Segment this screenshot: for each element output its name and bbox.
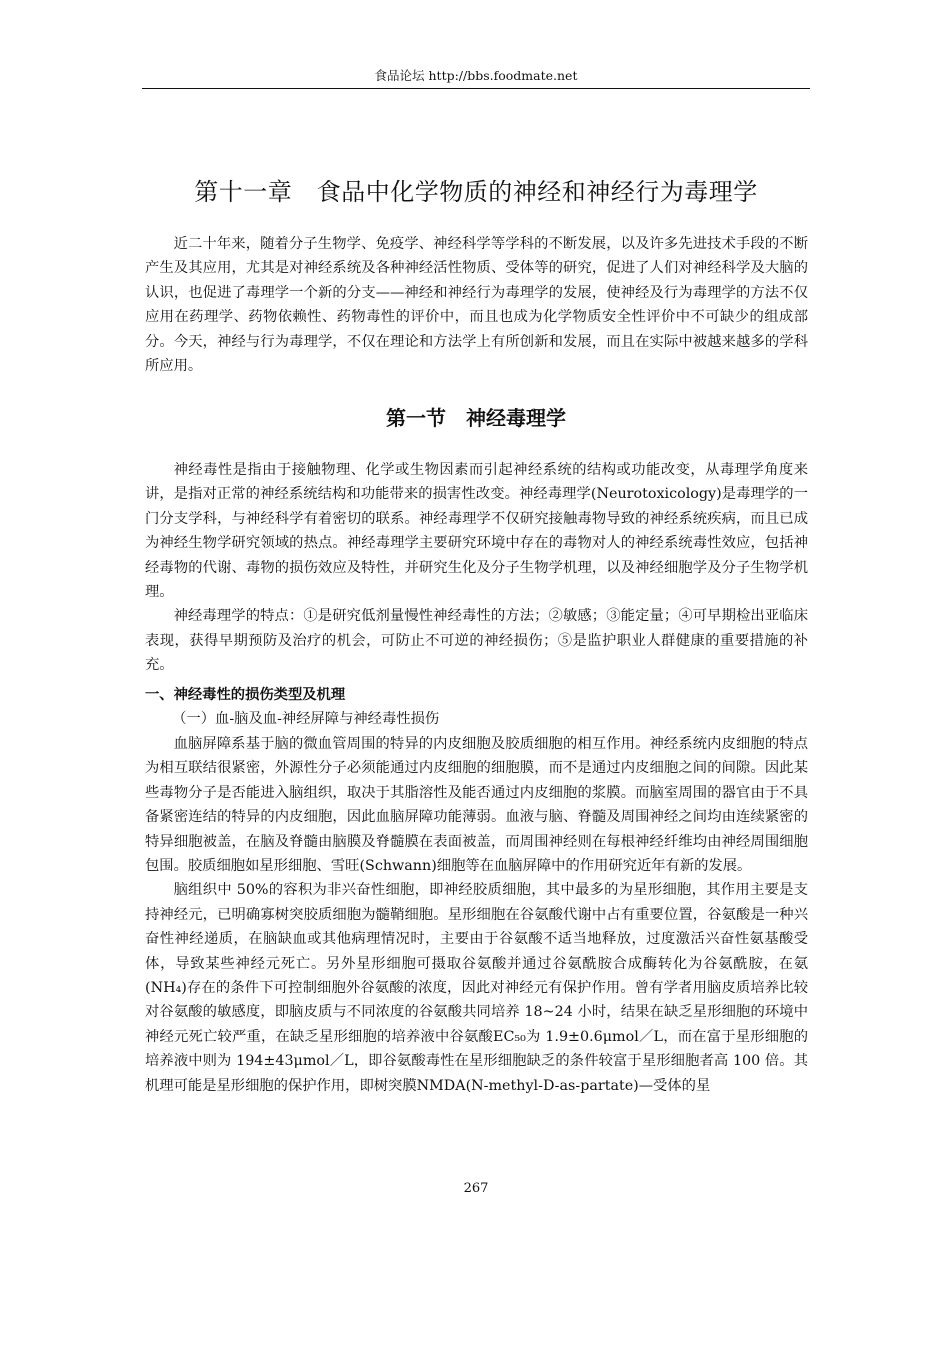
- chapter-title: 第十一章 食品中化学物质的神经和神经行为毒理学: [194, 178, 758, 206]
- page-number: 267: [463, 1181, 489, 1196]
- intro-text: [145, 232, 808, 378]
- section-title: 第一节 神经毒理学: [386, 406, 566, 430]
- header-rule: [142, 88, 810, 89]
- paragraph: 神经毒理学的特点：①是研究低剂量慢性神经毒性的方法；②敏感；③能定量；④可早期检出亚临床表现，获得早期预防及治疗的机会，可防止不可逆的神经损伤；⑤是监护职业人群健康的重要措施的补充。: [145, 608, 808, 674]
- section-body: [145, 458, 808, 678]
- subheading-damage-types: 一、神经毒性的损伤类型及机理: [145, 687, 346, 703]
- page-header: 食品论坛 http://bbs.foodmate.net: [374, 68, 578, 83]
- paragraph: 脑组织中 50%的容积为非兴奋性细胞，即神经胶质细胞，其中最多的为星形细胞，其作用主要是支持神经元，已明确寡树突胶质细胞为髓鞘细胞。星形细胞在谷氨酸代谢中占有重要位置，谷氨酸是一种兴奋性神经递质，在脑缺血或其他病理情况时，主要由于谷氨酸不适当地释放，过度激活兴奋性氨基酸受体，导致某些神经元死亡。另外星形细胞可摄取谷氨酸并通过谷氨酰胺合成酶转化为谷氨酰胺，在氨(NH₄)存在的条件下可控制细胞外谷氨酸的浓度，因此对神经元有保护作用。曾有学者用脑皮质培养比较对谷氨酸的敏感度，即脑皮质与不同浓度的谷氨酸共同培养 18~24 小时，结果在缺乏星形细胞的环境中神经元死亡较严重，在缺乏星形细胞的培养液中谷氨酸EC₅₀为 1.9±0.6μmol／L，而在富于星形细胞的培养液中则为 194±43μmol／L，即谷氨酸毒性在星形细胞缺乏的条件较富于星形细胞者高 100 倍。其机理可能是星形细胞的保护作用，即树突膜NMDA(N-methyl-D-as-partate)—受体的星: [145, 882, 808, 1094]
- body-text: [145, 732, 808, 1098]
- subheading-blood-brain-barrier: （一）血-脑及血-神经屏障与神经毒性损伤: [172, 711, 440, 727]
- paragraph: 近二十年来，随着分子生物学、免疫学、神经科学等学科的不断发展，以及许多先进技术手段的不断产生及其应用，尤其是对神经系统及各种神经活性物质、受体等的研究，促进了人们对神经科学及大脑的认识，也促进了毒理学一个新的分支——神经和神经行为毒理学的发展，使神经及行为毒理学的方法不仅应用在药理学、药物依赖性、药物毒性的评价中，而且也成为化学物质安全性评价中不可缺少的组成部分。今天，神经与行为毒理学，不仅在理论和方法学上有所创新和发展，而且在实际中被越来越多的学科所应用。: [145, 236, 808, 375]
- paragraph: 神经毒性是指由于接触物理、化学或生物因素而引起神经系统的结构或功能改变，从毒理学角度来讲，是指对正常的神经系统结构和功能带来的损害性改变。神经毒理学(Neurotoxicology)是毒理学的一门分支学科，与神经科学有着密切的联系。神经毒理学不仅研究接触毒物导致的神经系统疾病，而且已成为神经生物学研究领域的热点。神经毒理学主要研究环境中存在的毒物对人的神经系统毒性效应，包括神经毒物的代谢、毒物的损伤效应及特性，并研究生化及分子生物学机理，以及神经细胞学及分子生物学机理。: [145, 462, 808, 601]
- paragraph: 血脑屏障系基于脑的微血管周围的特异的内皮细胞及胶质细胞的相互作用。神经系统内皮细胞的特点为相互联结很紧密，外源性分子必须能通过内皮细胞的细胞膜，而不是通过内皮细胞之间的间隙。因此某些毒物分子是否能进入脑组织，取决于其脂溶性及能否通过内皮细胞的浆膜。而脑室周围的器官由于不具备紧密连结的特异的内皮细胞，因此血脑屏障功能薄弱。血液与脑、脊髓及周围神经之间均由连续紧密的特异细胞被盖，在脑及脊髓由脑膜及脊髓膜在表面被盖，而周围神经则在每根神经纤维均由神经周围细胞包围。胶质细胞如星形细胞、雪旺(Schwann)细胞等在血脑屏障中的作用研究近年有新的发展。: [145, 736, 808, 875]
